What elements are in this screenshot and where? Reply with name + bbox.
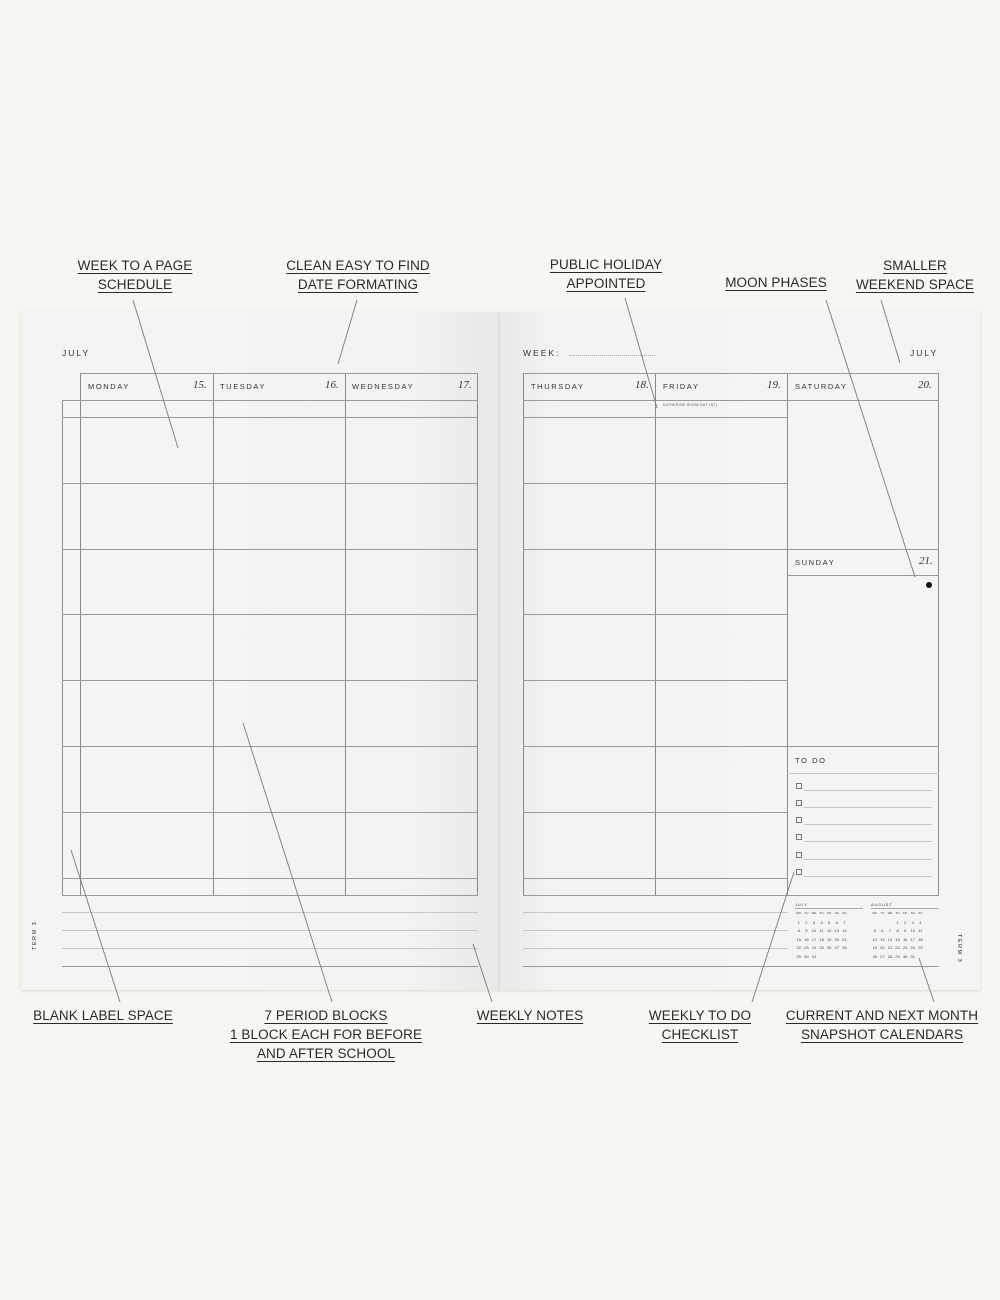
grid-line	[62, 680, 478, 681]
todo-line	[804, 876, 932, 877]
todo-checkbox[interactable]	[796, 852, 802, 858]
mini-calendar-day: 31	[811, 953, 817, 959]
mini-calendar-weekdays	[871, 911, 924, 915]
mini-calendar-day: 7	[888, 928, 892, 933]
todo-label: TO DO	[795, 756, 827, 765]
mini-calendar-day: 5	[873, 928, 876, 933]
day-number-friday: 19.	[767, 379, 781, 391]
day-number-sunday: 21.	[919, 555, 933, 567]
grid-line	[523, 746, 788, 747]
mini-calendar-week	[795, 937, 848, 942]
day-number-saturday: 20.	[918, 379, 932, 391]
right-term-label: TERM 3	[956, 934, 962, 964]
left-month-label: JULY	[62, 348, 91, 358]
mini-calendar-day: 16	[902, 936, 908, 942]
mini-calendar-day: 31	[910, 953, 915, 959]
grid-line	[938, 373, 939, 896]
todo-checkbox[interactable]	[796, 817, 802, 823]
callout-weekly-todo	[640, 1006, 760, 1044]
mini-calendar-day: 13	[880, 936, 885, 942]
planner-left-page	[21, 312, 500, 990]
notes-line	[523, 930, 788, 931]
callout-line: APPOINTED	[566, 276, 646, 291]
mini-calendar-day: 3	[812, 919, 816, 925]
mini-calendar-day: 11	[918, 928, 923, 933]
grid-line	[62, 614, 478, 615]
mini-calendar-day: 4	[820, 919, 823, 925]
notes-line	[523, 966, 939, 967]
mini-calendar-day: MO	[796, 911, 802, 915]
notes-line	[62, 948, 478, 949]
mini-calendar-week	[795, 954, 848, 959]
mini-calendar-day: 24	[811, 945, 817, 950]
mini-calendar-day: 27	[880, 953, 885, 959]
mini-calendar-weekdays	[795, 911, 848, 915]
callout-line: BLANK LABEL SPACE	[33, 1008, 173, 1023]
callout-line: CHECKLIST	[661, 1027, 739, 1042]
notes-line	[523, 912, 788, 913]
grid-line	[62, 417, 478, 418]
callout-snapshot-calendars	[780, 1006, 984, 1044]
mini-calendar-day: 29	[895, 953, 900, 959]
mini-calendar-day: TH	[819, 911, 824, 915]
grid-line	[345, 373, 346, 896]
callout-period-blocks	[221, 1006, 431, 1063]
mini-calendar-day: 2	[805, 919, 808, 925]
mini-calendar-day: 19	[826, 936, 832, 942]
mini-calendar-day	[879, 920, 887, 925]
grid-line	[62, 812, 478, 813]
week-input-line[interactable]	[569, 355, 655, 356]
mini-calendar-day: 20	[880, 945, 885, 950]
callout-line: WEEKEND SPACE	[855, 277, 975, 292]
mini-calendar-day: 14	[842, 928, 847, 933]
grid-line	[80, 373, 478, 374]
day-header-thursday: THURSDAY	[531, 382, 585, 391]
grid-line	[787, 575, 939, 576]
todo-checkbox[interactable]	[796, 834, 802, 840]
mini-calendar-day: 28	[842, 945, 847, 950]
mini-calendar-day: FR	[827, 911, 832, 915]
mini-calendar-day	[871, 920, 879, 925]
mini-calendar-grid	[871, 909, 939, 959]
mini-calendar-week	[795, 945, 848, 950]
mini-calendar-day: WE	[887, 911, 893, 915]
todo-line	[804, 807, 932, 808]
callout-smaller-weekend	[850, 256, 980, 294]
notes-line	[62, 930, 478, 931]
mini-calendar-day: 15	[895, 936, 900, 942]
mini-calendar-day: 26	[872, 953, 878, 959]
todo-line	[804, 859, 932, 860]
mini-calendar-day: 2	[904, 919, 907, 925]
right-month-label: JULY	[910, 348, 939, 358]
mini-calendar-day: SU	[918, 911, 923, 915]
callout-blank-label	[28, 1006, 178, 1025]
mini-calendar-day: TU	[880, 911, 885, 915]
grid-line	[523, 373, 939, 374]
mini-calendar-day: 14	[887, 936, 893, 942]
mini-calendar-day	[917, 954, 925, 959]
todo-line	[804, 841, 932, 842]
mini-calendar-day: 5	[828, 919, 831, 925]
mini-calendar-day: TU	[804, 911, 809, 915]
mini-calendar-day: MO	[872, 911, 878, 915]
day-header-sunday: SUNDAY	[795, 558, 836, 567]
mini-calendar-day: 25	[918, 945, 923, 950]
mini-calendar-day: 23	[902, 945, 908, 950]
callout-line: SMALLER	[883, 258, 947, 273]
mini-calendar-next	[871, 902, 939, 959]
mini-calendar-day: 6	[881, 928, 884, 933]
mini-calendar-day: 25	[819, 945, 824, 950]
mini-calendar-day: SU	[842, 911, 847, 915]
callout-line: DATE FORMATING	[297, 277, 419, 292]
mini-calendar-day: 28	[887, 953, 893, 959]
mini-calendar-week	[795, 928, 848, 933]
mini-calendar-day: 26	[826, 945, 832, 950]
notes-line	[523, 948, 788, 949]
mini-calendar-day: 24	[910, 945, 915, 950]
left-term-label: TERM 3	[32, 920, 38, 950]
mini-calendar-day: TH	[895, 911, 900, 915]
mini-calendar-day: 10	[910, 928, 915, 933]
day-header-wednesday: WEDNESDAY	[352, 382, 415, 391]
todo-checkbox[interactable]	[796, 800, 802, 806]
day-number-monday: 15.	[193, 379, 207, 391]
callout-week-to-a-page	[60, 256, 210, 294]
notes-line	[62, 966, 478, 967]
callout-line: SCHEDULE	[97, 277, 173, 292]
grid-line	[523, 483, 788, 484]
grid-line	[62, 895, 478, 896]
mini-calendar-day: 7	[843, 919, 846, 925]
mini-calendar-day: 16	[804, 936, 809, 942]
week-label: WEEK:	[523, 348, 561, 358]
grid-line	[787, 773, 939, 774]
callout-line: PUBLIC HOLIDAY	[549, 257, 663, 272]
mini-calendar-day: 9	[904, 928, 907, 933]
grid-line	[523, 614, 788, 615]
todo-checkbox[interactable]	[796, 783, 802, 789]
callout-line: AND AFTER SCHOOL	[256, 1046, 396, 1061]
grid-line	[787, 549, 939, 550]
mini-calendar-day: 29	[796, 953, 802, 959]
grid-line	[477, 373, 478, 896]
callout-line: CURRENT AND NEXT MONTH	[785, 1008, 979, 1023]
callout-line: CLEAN EASY TO FIND	[286, 258, 430, 273]
mini-calendar-day: 10	[811, 928, 817, 933]
grid-line	[523, 878, 788, 879]
mini-calendar-day: 11	[819, 928, 824, 933]
mini-calendar-day: 8	[797, 928, 800, 933]
callout-clean-date	[273, 256, 443, 294]
todo-checkbox[interactable]	[796, 869, 802, 875]
callout-line: WEEK TO A PAGE	[77, 258, 193, 273]
grid-line	[62, 400, 63, 896]
mini-calendar-day: 18	[918, 936, 923, 942]
mini-calendar-day: FR	[903, 911, 908, 915]
mini-calendar-current	[795, 902, 863, 959]
mini-calendar-day: 30	[804, 953, 809, 959]
day-header-monday: MONDAY	[88, 382, 130, 391]
grid-line	[523, 417, 788, 418]
grid-line	[80, 373, 81, 896]
mini-calendar-day: 17	[910, 936, 915, 942]
mini-calendar-day	[825, 954, 833, 959]
callout-line: 7 PERIOD BLOCKS	[264, 1008, 388, 1023]
grid-line	[787, 373, 788, 896]
mini-calendar-day: 1	[797, 919, 800, 925]
callout-line: 1 BLOCK EACH FOR BEFORE	[229, 1027, 423, 1042]
mini-calendar-day	[841, 954, 849, 959]
mini-calendar-day: 18	[819, 936, 824, 942]
todo-line	[804, 824, 932, 825]
mini-calendar-day: 9	[805, 928, 808, 933]
grid-line	[213, 373, 214, 896]
grid-line	[62, 483, 478, 484]
notes-line	[62, 912, 478, 913]
grid-line	[523, 373, 524, 896]
grid-line	[62, 878, 478, 879]
grid-line	[62, 400, 478, 401]
mini-calendar-day: 13	[834, 928, 839, 933]
mini-calendar-day: 22	[796, 945, 802, 950]
todo-line	[804, 790, 932, 791]
mini-calendar-month: AUGUST	[871, 902, 939, 909]
holiday-note: KATHERINE SHOW DAY (NT)	[663, 403, 718, 407]
grid-line	[523, 680, 788, 681]
callout-public-holiday	[531, 255, 681, 293]
mini-calendar-day: 27	[834, 945, 839, 950]
mini-calendar-week	[871, 937, 924, 942]
mini-calendar-day: 1	[896, 919, 899, 925]
mini-calendar-week	[871, 945, 924, 950]
moon-phase-icon	[926, 582, 932, 588]
mini-calendar-day: 12	[826, 928, 832, 933]
day-header-tuesday: TUESDAY	[220, 382, 267, 391]
grid-line	[62, 746, 478, 747]
callout-line: WEEKLY NOTES	[476, 1008, 584, 1023]
grid-line	[523, 400, 939, 401]
mini-calendar-day: 8	[896, 928, 899, 933]
mini-calendar-day	[833, 954, 841, 959]
day-number-wednesday: 17.	[458, 379, 472, 391]
grid-line	[62, 549, 478, 550]
mini-calendar-day: 15	[796, 936, 802, 942]
mini-calendar-month: JULY	[795, 902, 863, 909]
mini-calendar-grid	[795, 909, 863, 959]
grid-line	[655, 373, 656, 896]
mini-calendar-day: 3	[911, 919, 914, 925]
mini-calendar-week	[871, 920, 924, 925]
callout-weekly-notes	[470, 1006, 590, 1025]
day-header-friday: FRIDAY	[663, 382, 700, 391]
day-header-saturday: SATURDAY	[795, 382, 848, 391]
day-number-tuesday: 16.	[325, 379, 339, 391]
mini-calendar-day: 4	[919, 919, 922, 925]
callout-line: SNAPSHOT CALENDARS	[800, 1027, 964, 1042]
mini-calendar-week	[871, 928, 924, 933]
mini-calendar-day	[886, 920, 894, 925]
mini-calendar-day: 12	[872, 936, 878, 942]
callout-moon-phases	[711, 273, 841, 292]
mini-calendar-day	[818, 954, 826, 959]
planner-right-page	[500, 312, 980, 990]
mini-calendar-week	[795, 920, 848, 925]
mini-calendar-day: SA	[834, 911, 839, 915]
mini-calendar-day: 17	[811, 936, 817, 942]
mini-calendar-day: 21	[842, 936, 847, 942]
callout-line: MOON PHASES	[725, 275, 827, 290]
mini-calendar-day: SA	[910, 911, 915, 915]
mini-calendar-day: 30	[902, 953, 908, 959]
mini-calendar-week	[871, 954, 924, 959]
mini-calendar-day: 19	[872, 945, 878, 950]
mini-calendar-day: 22	[895, 945, 900, 950]
grid-line	[523, 549, 788, 550]
mini-calendar-day: 21	[887, 945, 893, 950]
mini-calendar-day: 23	[804, 945, 809, 950]
grid-line	[523, 895, 939, 896]
grid-line	[523, 812, 788, 813]
mini-calendar-day: WE	[811, 911, 817, 915]
callout-line: WEEKLY TO DO	[648, 1008, 752, 1023]
mini-calendar-day: 20	[834, 936, 839, 942]
mini-calendar-day: 6	[835, 919, 838, 925]
day-number-thursday: 18.	[635, 379, 649, 391]
grid-line	[787, 746, 939, 747]
